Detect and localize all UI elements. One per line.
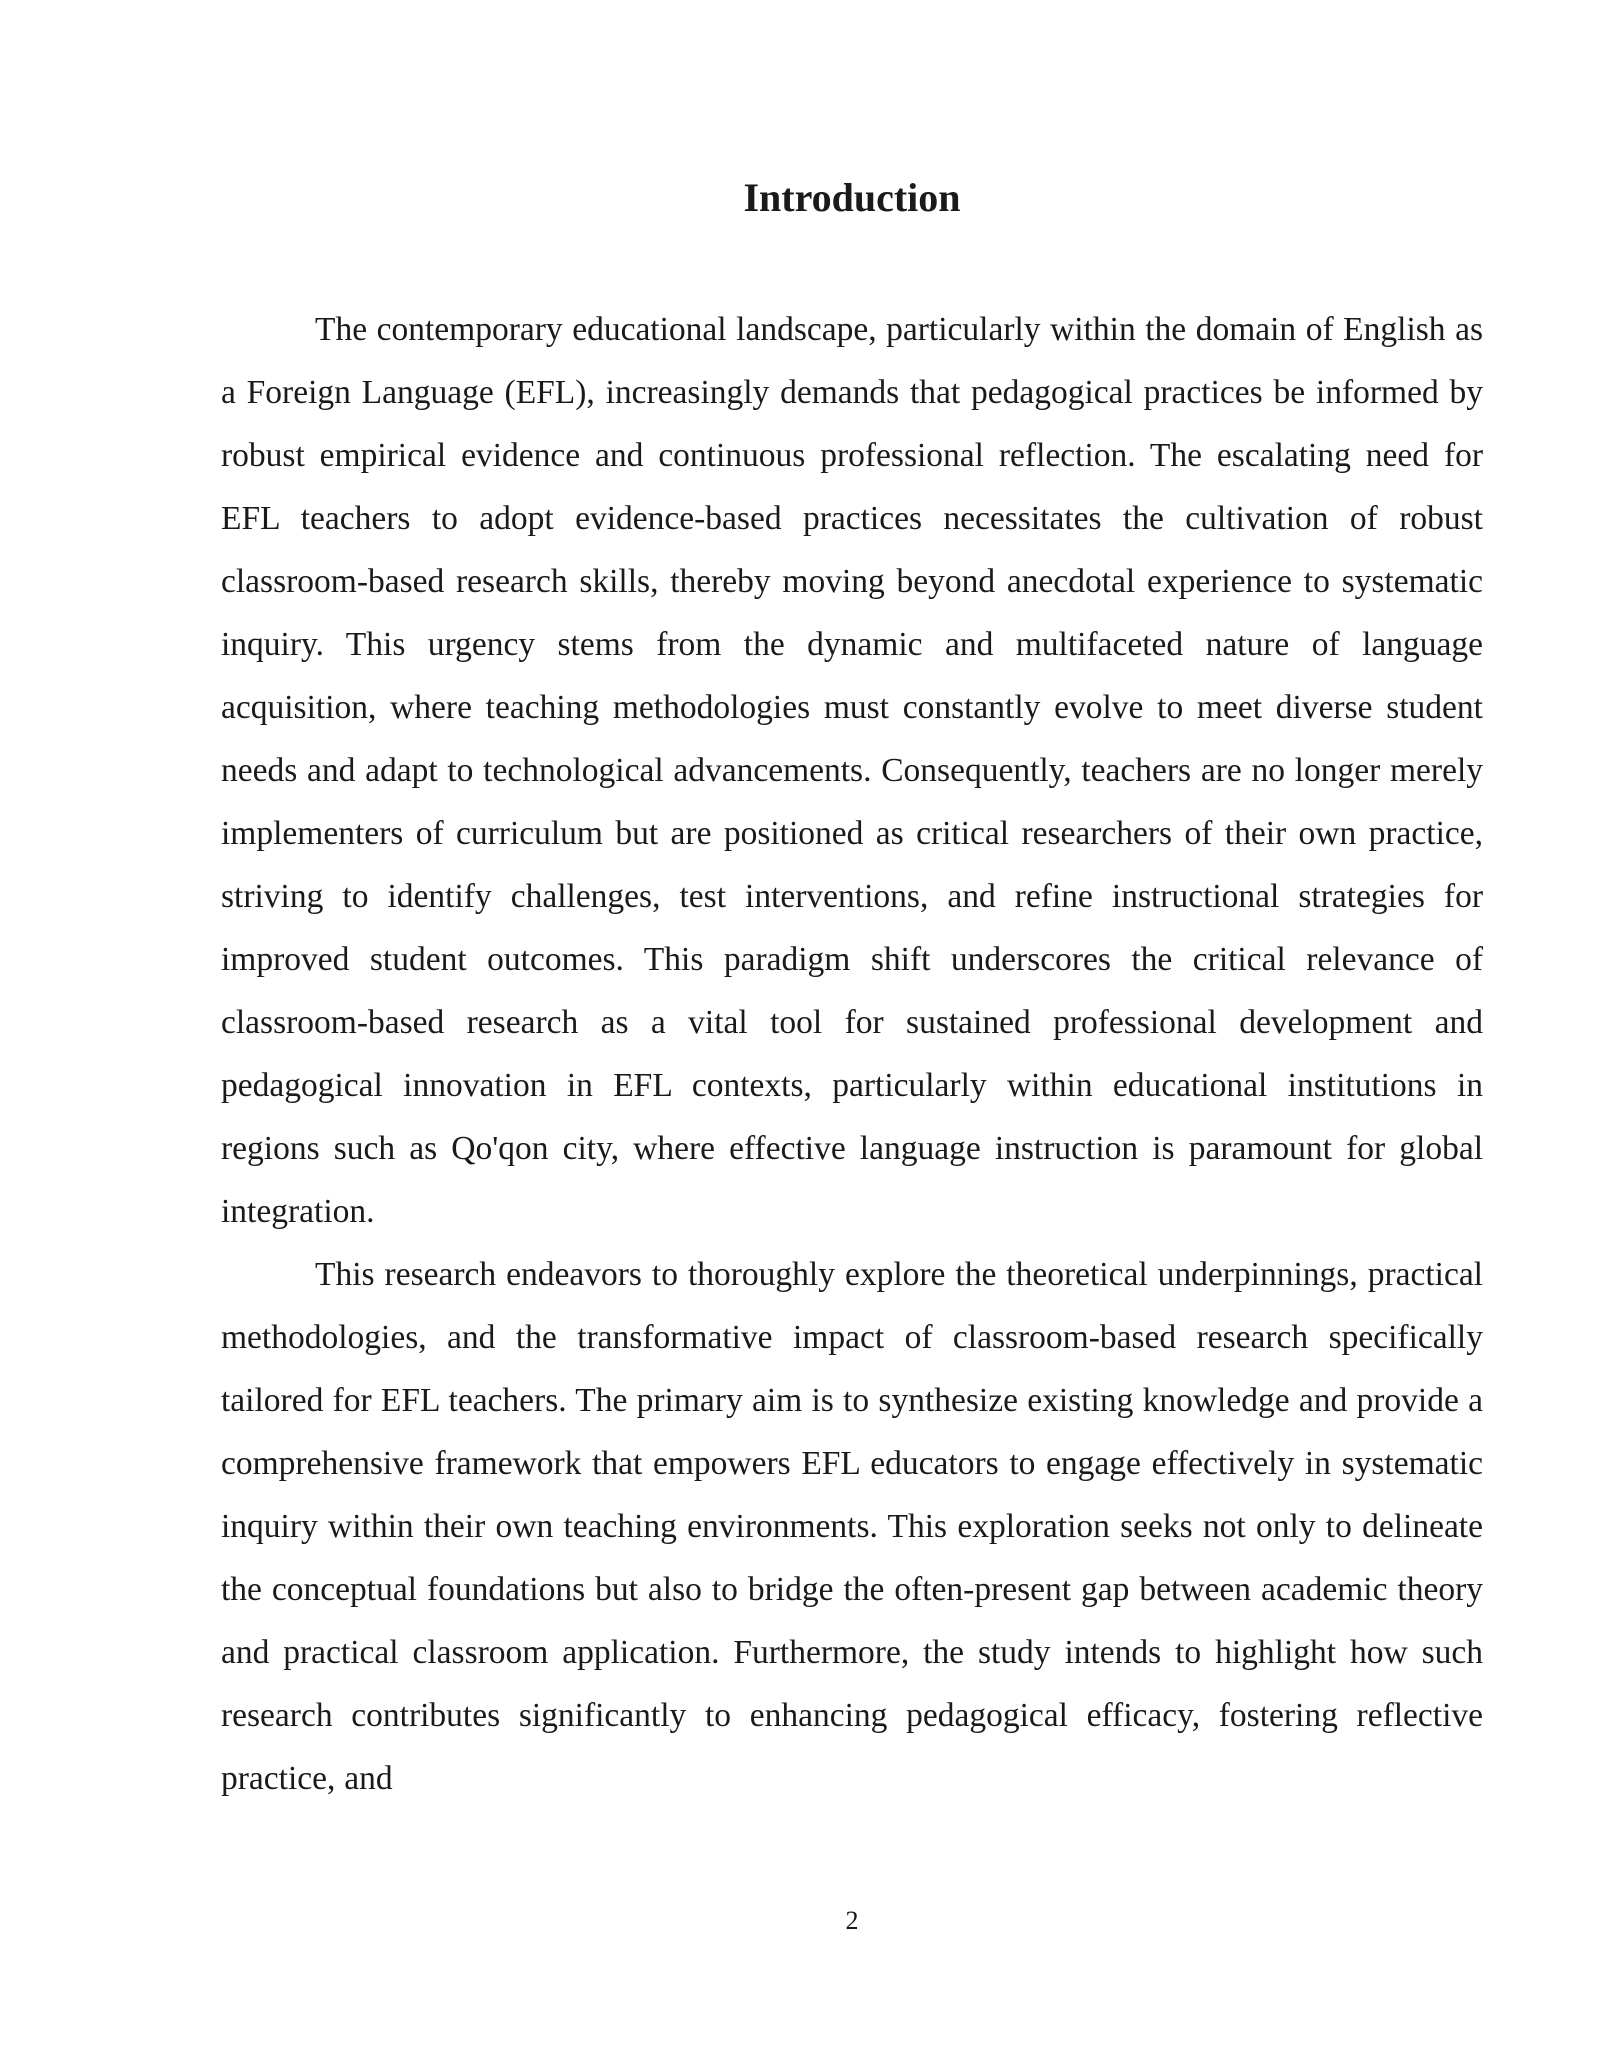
page-number: 2 — [845, 1906, 859, 1935]
paragraph-1: The contemporary educational landscape, particularly within the domain of English as a Foreign Language (EFL), increasingly demands that pedagogical practices be informed by robust empirical evidence and continuous professional reflection. The escalating need for EFL teachers to adopt evidence-based practices necessitates the cultivation of robust classroom-based research skills, thereby moving beyond anecdotal experience to systematic inquiry. This urgency stems from the dynamic and multifaceted nature of language acquisition, where teaching methodologies must constantly evolve to meet diverse student needs and adapt to technological advancements. Consequently, teachers are no longer merely implementers of curriculum but are positioned as critical researchers of their own practice, striving to identify challenges, test interventions, and refine instructional strategies for improved student outcomes. This paradigm shift underscores the critical relevance of classroom-based research as a vital tool for sustained professional development and pedagogical innovation in EFL contexts, particularly within educational institutions in regions such as Qo'qon city, where effective language instruction is paramount for global integration. — [221, 311, 1483, 1230]
body-text — [221, 298, 1483, 1810]
paragraph-2: This research endeavors to thoroughly explore the theoretical underpinnings, practical methodologies, and the transformative impact of classroom-based research specifically tailored for EFL teachers. The primary aim is to synthesize existing knowledge and provide a comprehensive framework that empowers EFL educators to engage effectively in systematic inquiry within their own teaching environments. This exploration seeks not only to delineate the conceptual foundations but also to bridge the often-present gap between academic theory and practical classroom application. Furthermore, the study intends to highlight how such research contributes significantly to enhancing pedagogical efficacy, fostering reflective practice, and — [221, 1256, 1483, 1797]
section-heading: Introduction — [743, 174, 961, 220]
